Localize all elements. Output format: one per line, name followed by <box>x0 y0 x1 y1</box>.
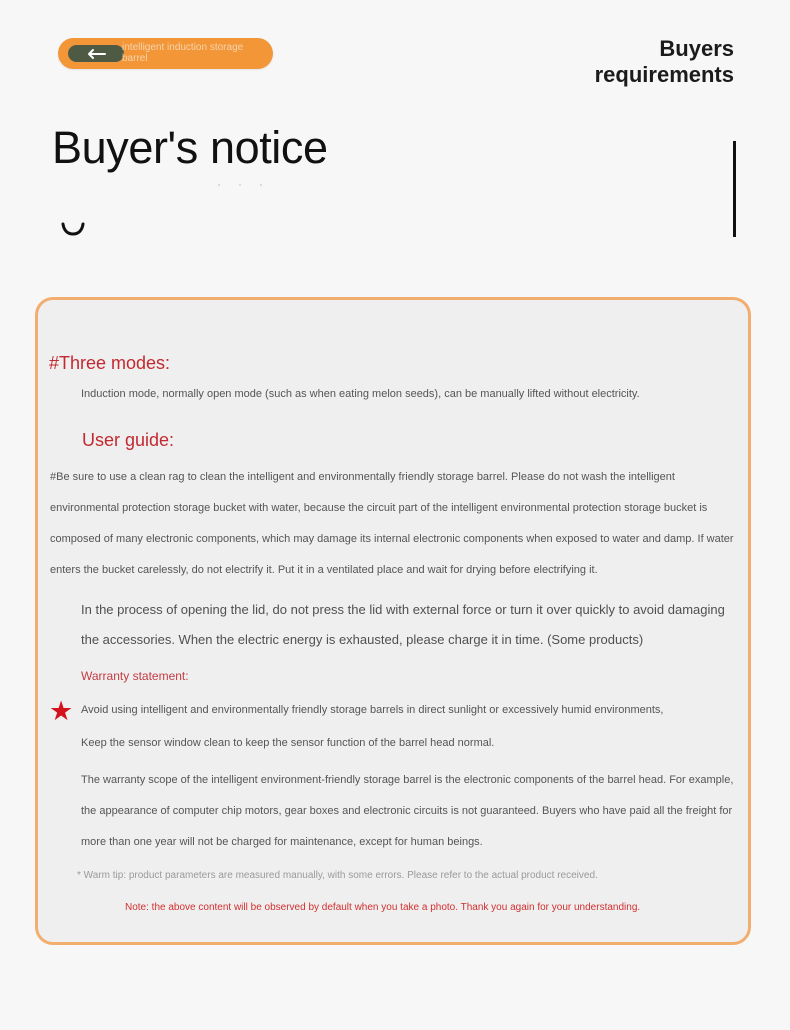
warranty-scope-paragraph: The warranty scope of the intelligent environment-friendly storage barrel is the electronic components of the barrel head. For example, the appearance of computer chip motors, gear boxes and electronic circuits is not guaranteed. Buyers who have paid all the freight for more than one year will not be charged for maintenance, except for human beings. <box>81 774 734 848</box>
decorative-dot <box>260 184 262 186</box>
decorative-dots <box>218 184 262 187</box>
decorative-dot <box>218 184 220 186</box>
decorative-dot <box>239 184 241 186</box>
warranty-line-1: Avoid using intelligent and environmentally friendly storage barrels in direct sunlight or excessively humid environments, <box>81 704 664 716</box>
smile-mark-icon <box>61 221 85 238</box>
back-button[interactable] <box>68 45 124 62</box>
warranty-title: Warranty statement: <box>81 669 189 683</box>
user-guide-paragraph: #Be sure to use a clean rag to clean the intelligent and environmentally friendly storage barrel. Please do not wash the intelligent environmental protection storage bucket with water, because the circuit part of the intelligent environmental protection storage bucket is composed of many electronic components, which may damage its internal electronic components when exposed to water and damp. If water enters the bucket carelessly, do not electrify it. Put it in a ventilated place and wait for drying before electrifying it. <box>50 471 734 576</box>
buyers-requirements-title: Buyers requirements <box>594 36 734 87</box>
lid-paragraph: In the process of opening the lid, do not press the lid with external force or turn it over quickly to avoid damaging the accessories. When the electric energy is exhausted, please charge it in time. (Some products) <box>81 602 725 647</box>
left-arrow-icon <box>85 48 107 60</box>
photo-note: Note: the above content will be observed by default when you take a photo. Thank you again for your understanding. <box>125 902 641 913</box>
header-pill <box>58 38 273 69</box>
three-modes-text: Induction mode, normally open mode (such as when eating melon seeds), can be manually lifted without electricity. <box>81 388 640 400</box>
star-icon: ★ <box>49 696 74 726</box>
vertical-divider <box>733 141 736 237</box>
warm-tip: * Warm tip: product parameters are measured manually, with some errors. Please refer to the actual product received. <box>77 870 598 881</box>
three-modes-title: #Three modes: <box>49 353 171 373</box>
warranty-line-2: Keep the sensor window clean to keep the sensor function of the barrel head normal. <box>81 737 495 749</box>
header-pill-label: intelligent induction storage barrel <box>122 42 244 64</box>
user-guide-title: User guide: <box>82 430 175 450</box>
page-title: Buyer's notice <box>52 122 328 173</box>
